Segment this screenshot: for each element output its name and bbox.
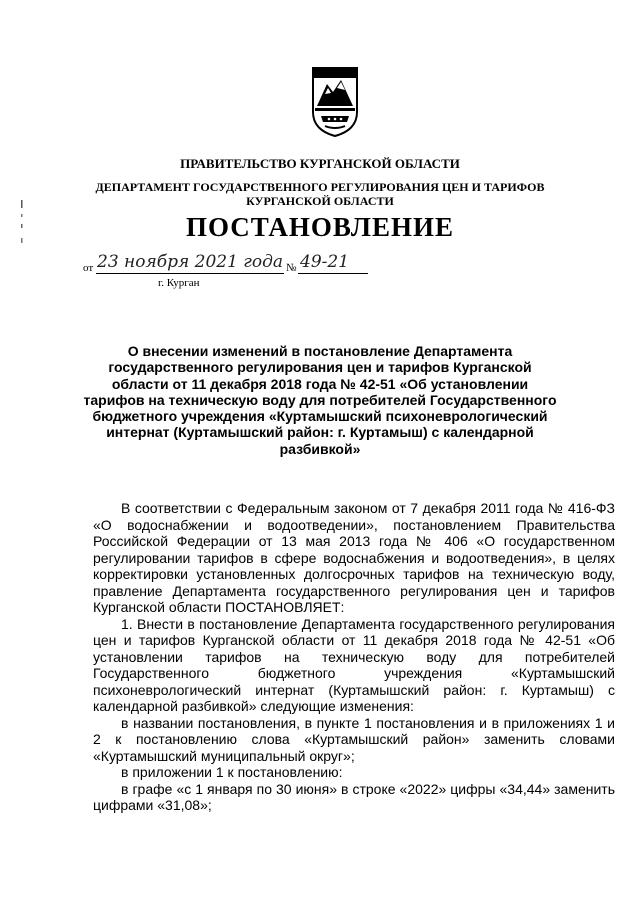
city-label: г. Курган <box>158 277 200 289</box>
number-underline <box>298 273 368 274</box>
date-number-line <box>83 252 383 276</box>
number-label: № <box>286 262 297 274</box>
body-paragraph: в названии постановления, в пункте 1 постановления и в приложениях 1 и 2 к постановлению слова «Куртамышский район» заменить словами «Куртамышский муниципальный округ»; <box>93 714 615 764</box>
date-underline <box>96 273 284 274</box>
from-label: от <box>83 262 94 274</box>
body-paragraph: В соответствии с Федеральным законом от 7 декабря 2011 года № 416-ФЗ «О водоснабжении и водоотведении», постановлением Правительства Российской Федерации от 13 мая 2013 года № 406 «О государственном регулировании тарифов в сфере водоснабжения и водоотведения», в целях корректировки установленных долгосрочных тарифов на техническую воду, правление Департамента государственного регулирования цен и тарифов Курганской области ПОСТАНОВЛЯЕТ: <box>93 500 615 615</box>
document-type-title: ПОСТАНОВЛЕНИЕ <box>185 212 455 242</box>
kurgan-region-coat-of-arms-icon <box>311 66 359 138</box>
government-title: ПРАВИТЕЛЬСТВО КУРГАНСКОЙ ОБЛАСТИ <box>180 156 460 171</box>
body-paragraph: в приложении 1 к постановлению: <box>121 764 343 780</box>
document-subject: О внесении изменений в постановление Департамента государственного регулирования цен и тарифов Курганской области от 11 декабря 2018 года № 42-51 «Об установлении тарифов на техническую воду для потребителей Государственного бюджетного учреждения «Куртамышский психоневрологический интернат (Куртамышский район: г. Куртамыш) с календарной разбивкой» <box>83 343 557 457</box>
body-paragraph: в графе «с 1 января по 30 июня» в строке «2022» цифры «34,44» заменить цифрами «31,08»; <box>93 780 615 813</box>
document-body <box>93 500 615 814</box>
body-paragraph: 1. Внести в постановление Департамента государственного регулирования цен и тарифов Курганской области от 11 декабря 2018 года № 42-51 «Об установлении тарифов на техническую воду для потребителей Государственного бюджетного учреждения «Куртамышский психоневрологический интернат (Куртамышский район: г. Куртамыш) с календарной разбивкой» следующие изменения: <box>93 615 615 714</box>
handwritten-date: 23 ноября 2021 года <box>97 252 284 272</box>
handwritten-number: 49-21 <box>300 252 350 272</box>
department-title: ДЕПАРТАМЕНТ ГОСУДАРСТВЕННОГО РЕГУЛИРОВАНИЯ ЦЕН И ТАРИФОВ КУРГАНСКОЙ ОБЛАСТИ <box>95 180 545 208</box>
